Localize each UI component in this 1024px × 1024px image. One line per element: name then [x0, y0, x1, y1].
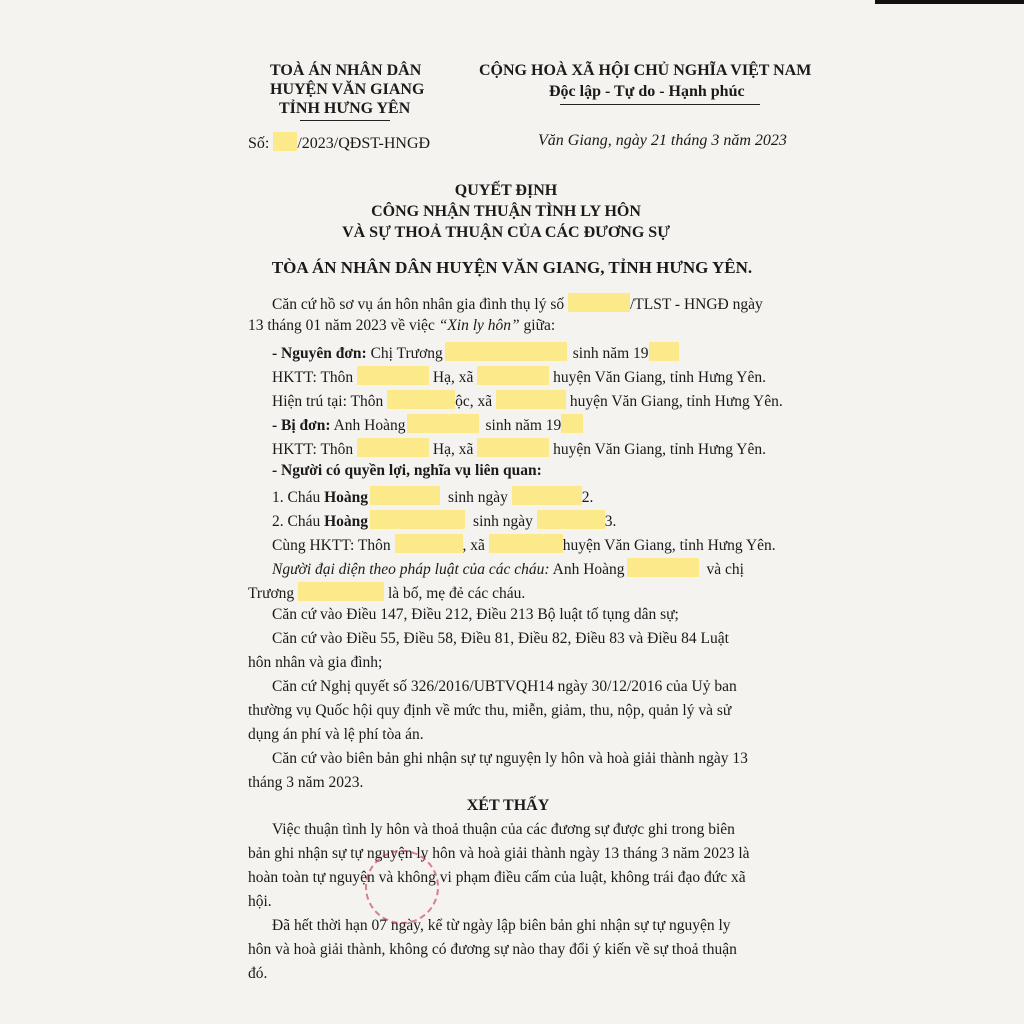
finding-line: Việc thuận tình ly hôn và thoả thuận của các đương sự được ghi trong biên [272, 821, 735, 838]
child-1: 1. Cháu Hoàng sinh ngày 2. [272, 486, 593, 507]
finding-line: đó. [248, 965, 268, 982]
doc-subtitle-2: VÀ SỰ THOẢ THUẬN CỦA CÁC ĐƯƠNG SỰ [342, 224, 670, 241]
plaintiff-residence: Hiện trú tại: Thôn ộc, xã huyện Văn Giang, tỉnh Hưng Yên. [272, 390, 783, 411]
court-name-line2: HUYỆN VĂN GIANG [270, 81, 425, 98]
finding-line: bản ghi nhận sự tự nguyện ly hôn và hoà giải thành ngày 13 tháng 3 năm 2023 là [248, 845, 750, 862]
finding-line: hội. [248, 893, 272, 910]
court-name-line3: TỈNH HƯNG YÊN [279, 100, 411, 117]
court-heading: TÒA ÁN NHÂN DÂN HUYỆN VĂN GIANG, TỈNH HƯNG YÊN. [271, 258, 753, 277]
nation-motto: Độc lập - Tự do - Hạnh phúc [549, 83, 745, 100]
legal-basis-3: Căn cứ Nghị quyết số 326/2016/UBTVQH14 ngày 30/12/2016 của Uỷ ban [272, 678, 737, 695]
legal-basis-2: Căn cứ vào Điều 55, Điều 58, Điều 81, Điều 82, Điều 83 và Điều 84 Luật [272, 630, 729, 647]
body-line: Căn cứ hồ sơ vụ án hôn nhân gia đình thụ lý số /TLST - HNGĐ ngày [272, 293, 763, 314]
legal-basis-4-cont: tháng 3 năm 2023. [248, 774, 364, 791]
scan-edge [875, 0, 1024, 4]
related-party-heading: - Người có quyền lợi, nghĩa vụ liên quan: [272, 462, 542, 479]
place-date: Văn Giang, ngày 21 tháng 3 năm 2023 [538, 132, 787, 149]
court-seal-stamp [365, 850, 439, 924]
court-underline [300, 120, 390, 121]
legal-basis-3-cont2: dụng án phí và lệ phí tòa án. [248, 726, 424, 743]
legal-basis-4: Căn cứ vào biên bản ghi nhận sự tự nguyện ly hôn và hoà giải thành ngày 13 [272, 750, 748, 767]
section-heading-xet-thay: XÉT THẤY [466, 797, 550, 814]
motto-underline [560, 104, 760, 105]
legal-basis-3-cont: thường vụ Quốc hội quy định về mức thu, miễn, giảm, thu, nộp, quản lý và sử [248, 702, 732, 719]
children-hktt: Cùng HKTT: Thôn , xã huyện Văn Giang, tỉnh Hưng Yên. [272, 534, 776, 555]
legal-basis-1: Căn cứ vào Điều 147, Điều 212, Điều 213 Bộ luật tố tụng dân sự; [272, 606, 679, 623]
legal-representative-cont: Trương là bố, mẹ đẻ các cháu. [248, 582, 525, 603]
plaintiff-hktt: HKTT: Thôn Hạ, xã huyện Văn Giang, tỉnh Hưng Yên. [272, 366, 766, 387]
court-name-line1: TOÀ ÁN NHÂN DÂN [270, 62, 422, 79]
defendant-hktt: HKTT: Thôn Hạ, xã huyện Văn Giang, tỉnh Hưng Yên. [272, 438, 766, 459]
defendant-line: - Bị đơn: Anh Hoàng sinh năm 19 [272, 414, 583, 435]
finding-line: hôn và hoà giải thành, không có đương sự nào thay đổi ý kiến về sự thoả thuận [248, 941, 737, 958]
child-2: 2. Cháu Hoàng sinh ngày 3. [272, 510, 616, 531]
decision-number: Số: /2023/QĐST-HNGĐ [248, 132, 430, 153]
nation-title: CỘNG HOÀ XÃ HỘI CHỦ NGHĨA VIỆT NAM [479, 62, 812, 79]
legal-representative: Người đại diện theo pháp luật của các cháu: Anh Hoàng và chị [272, 558, 744, 579]
finding-line: hoàn toàn tự nguyện và không vi phạm điều cấm của luật, không trái đạo đức xã [248, 869, 746, 886]
doc-title: QUYẾT ĐỊNH [454, 182, 558, 199]
legal-basis-2-cont: hôn nhân và gia đình; [248, 654, 383, 671]
body-line: 13 tháng 01 năm 2023 về việc “Xin ly hôn” giữa: [248, 317, 556, 334]
plaintiff-line: - Nguyên đơn: Chị Trương sinh năm 19 [272, 342, 679, 363]
doc-subtitle-1: CÔNG NHẬN THUẬN TÌNH LY HÔN [371, 203, 641, 220]
finding-line: Đã hết thời hạn 07 ngày, kể từ ngày lập biên bản ghi nhận sự tự nguyện ly [272, 917, 731, 934]
